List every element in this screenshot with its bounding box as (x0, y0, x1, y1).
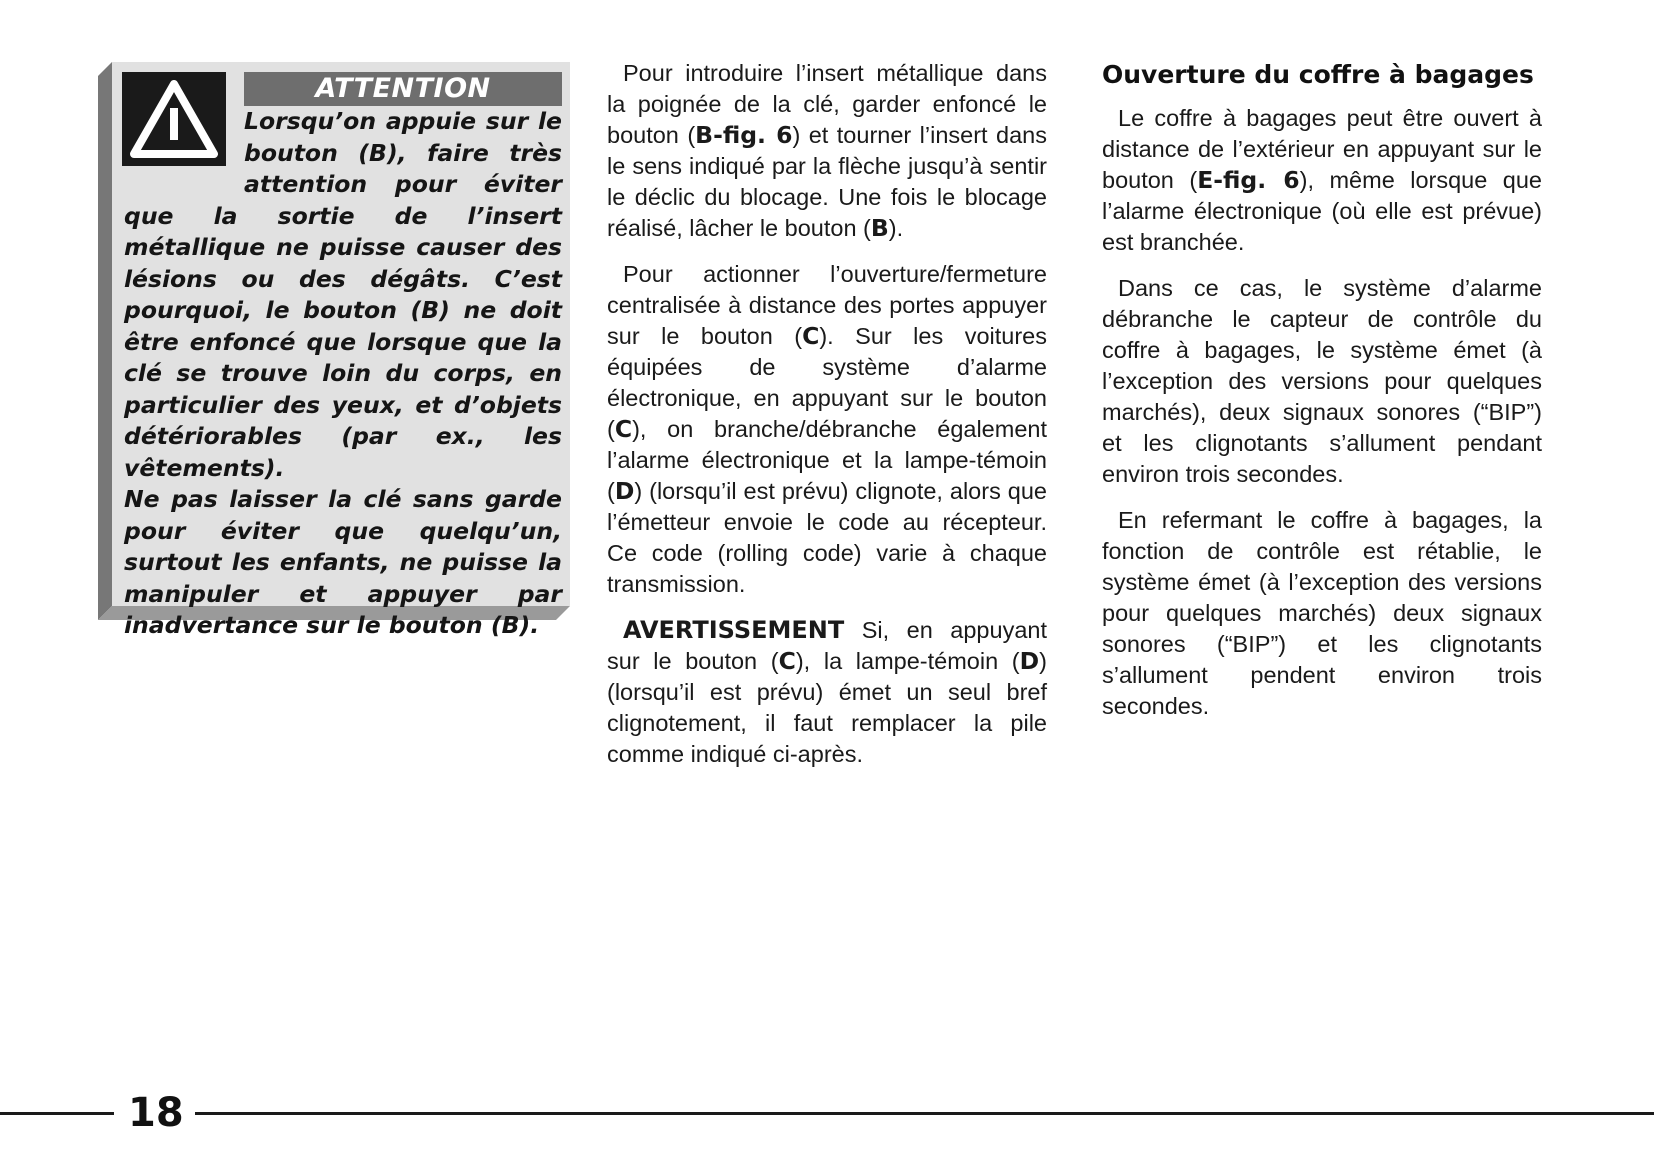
button-ref: C (614, 415, 633, 443)
lamp-ref: D (614, 477, 635, 505)
button-ref: B (870, 214, 889, 242)
warning-text (124, 106, 562, 642)
button-ref: C (802, 322, 820, 350)
lamp-ref: D (1019, 647, 1040, 675)
middle-column (607, 58, 1047, 785)
figure-ref: E-fig. 6 (1197, 166, 1300, 194)
paragraph-trunk-close: En refermant le coffre à bagages, la fonction de contrôle est rétablie, le système émet (à l’exception des versions pour quelques marchés) deux signaux sonores (“BIP”) et les clignotants s’allument pendent environ trois secondes. (1102, 507, 1542, 719)
paragraph-central-locking: Pour actionner l’ouverture/fermeture centralisée à distance des portes appuyer sur le bouton (C). Sur les voitures équipées de système d’alarme électronique, en appuyant sur le bouton (C), on branche/débranche également l’alarme électronique et la lampe-témoin (D) (lorsqu’il est prévu) clignote, alors que l’émetteur envoie le code au récepteur. Ce code (rolling code) varie à chaque transmission. (607, 261, 1047, 597)
warning-paragraph-1: Lorsqu’on appuie sur le bouton (B), faire très attention pour éviter que la sortie de l’insert métallique ne puisse causer des lésions ou des dégâts. C’est pourquoi, le bouton (B) ne doit être enfoncé que lorsque que la clé se trouve loin du corps, en particulier des yeux, et d’objets détériorables (par ex., les vêtements). (124, 107, 562, 482)
section-heading: Ouverture du coffre à bagages (1102, 60, 1534, 89)
avertissement-label: AVERTISSEMENT (623, 616, 845, 644)
right-column (1102, 58, 1542, 737)
paragraph-avertissement: AVERTISSEMENT Si, en appuyant sur le bouton (C), la lampe-témoin (D) (lorsqu’il est prévu) émet un seul bref clignotement, il faut remplacer la pile comme indiqué ci-après. (607, 616, 1047, 767)
footer-rule-left (0, 1112, 114, 1115)
warning-panel (112, 62, 570, 639)
figure-ref: B-fig. 6 (695, 121, 793, 149)
warning-heading: ATTENTION (244, 72, 562, 106)
warning-box-shadow-left (98, 62, 112, 620)
warning-box (98, 62, 570, 639)
warning-paragraph-2: Ne pas laisser la clé sans garde pour éviter que quelqu’un, surtout les enfants, ne puisse la manipuler et appuyer par inadvertance sur le bouton (B). (124, 485, 562, 639)
button-ref: C (778, 647, 796, 675)
page-number: 18 (128, 1090, 184, 1136)
footer-rule-right (195, 1112, 1654, 1115)
paragraph-trunk-open: Le coffre à bagages peut être ouvert à distance de l’extérieur en appuyant sur le bouton (E-fig. 6), même lorsque que l’alarme électronique (où elle est prévue) est branchée. (1102, 105, 1542, 255)
paragraph-insert-key: Pour introduire l’insert métallique dans la poignée de la clé, garder enfoncé le bouton (B-fig. 6) et tourner l’insert dans le sens indiqué par la flèche jusqu’à sentir le déclic du blocage. Une fois le blocage réalisé, lâcher le bouton (B). (607, 60, 1047, 242)
paragraph-alarm-case: Dans ce cas, le système d’alarme débranche le capteur de contrôle du coffre à bagages, le système émet (à l’exception des versions pour quelques marchés), deux signaux sonores (“BIP”) et les clignotants s’allument pendant environ trois secondes. (1102, 275, 1542, 487)
